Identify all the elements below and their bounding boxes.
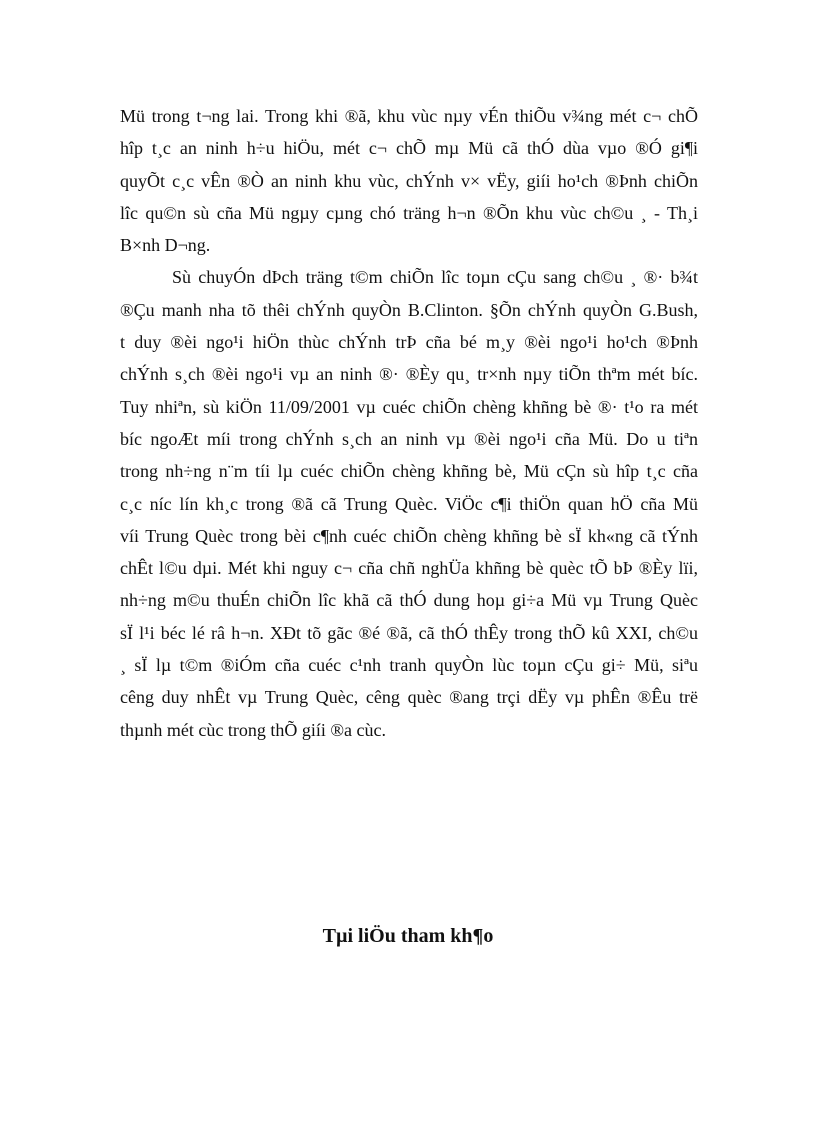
text-line: lîc qu©n sù cña Mü ngµy cµng chó träng h¬n ®Õn khu vùc ch©u ¸ - Th¸i bbox=[120, 202, 698, 223]
text-line: Sù chuyÓn dÞch träng t©m chiÕn lîc toµn cÇu sang ch©u ¸ ®· b¾t bbox=[172, 267, 698, 288]
text-line: quyÕt c¸c vÊn ®Ò an ninh khu vùc, chÝnh v× vËy, giíi ho¹ch ®Þnh chiÕn bbox=[120, 170, 698, 191]
text-line: B×nh D¬ng. bbox=[120, 235, 211, 256]
text-line: Tuy nhiªn, sù kiÖn 11/09/2001 vµ cuéc chiÕn chèng khñng bè ®· t¹o ra mét bbox=[120, 396, 698, 417]
text-line: cêng duy nhÊt vµ Trung Quèc, cêng quèc ®ang trçi dËy vµ phÊn ®Êu trë bbox=[120, 687, 698, 708]
text-line: t duy ®èi ngo¹i hiÖn thùc chÝnh trÞ cña bé m¸y ®èi ngo¹i ho¹ch ®Þnh bbox=[120, 332, 698, 353]
paragraph-2 bbox=[120, 261, 698, 745]
text-line: trong nh÷ng n¨m tíi lµ cuéc chiÕn chèng khñng bè, Mü cÇn sù hîp t¸c cña bbox=[120, 461, 698, 482]
text-line: c¸c níc lín kh¸c trong ®ã cã Trung Quèc. ViÖc c¶i thiÖn quan hÖ cña Mü bbox=[120, 493, 698, 514]
text-line: ¸ sÏ lµ t©m ®iÓm cña cuéc c¹nh tranh quyÒn lùc toµn cÇu gi÷ Mü, siªu bbox=[120, 655, 698, 676]
text-line: nh÷ng m©u thuÉn chiÕn lîc khã cã thÓ dung hoµ gi÷a Mü vµ Trung Quèc bbox=[120, 590, 698, 611]
text-line: Mü trong t¬ng lai. Trong khi ®ã, khu vùc nµy vÉn thiÕu v¾ng mét c¬ chÕ bbox=[120, 106, 698, 126]
body-text bbox=[120, 100, 698, 746]
paragraph-1 bbox=[120, 100, 698, 261]
text-line: sÏ l¹i béc lé râ h¬n. XÐt tõ gãc ®é ®ã, cã thÓ thÊy trong thÕ kû XXI, ch©u bbox=[120, 622, 698, 643]
text-line: ®Çu manh nha tõ thêi chÝnh quyÒn B.Clinton. §Õn chÝnh quyÒn G.Bush, bbox=[120, 299, 698, 320]
text-line: hîp t¸c an ninh h÷u hiÖu, mét c¬ chÕ mµ Mü cã thÓ dùa vµo ®Ó gi¶i bbox=[120, 138, 698, 159]
text-line: chÊt l©u dµi. Mét khi nguy c¬ cña chñ nghÜa khñng bè quèc tÕ bÞ ®Èy lïi, bbox=[120, 558, 698, 579]
text-line: thµnh mét cùc trong thÕ giíi ®a cùc. bbox=[120, 719, 386, 740]
text-line: bíc ngoÆt míi trong chÝnh s¸ch an ninh vµ ®èi ngo¹i cña Mü. Do u tiªn bbox=[120, 428, 698, 449]
section-heading: Tµi liÖu tham kh¶o bbox=[322, 925, 494, 947]
text-line: víi Trung Quèc trong bèi c¶nh cuéc chiÕn chèng khñng bè sÏ kh«ng cã tÝnh bbox=[120, 525, 698, 546]
text-line: chÝnh s¸ch ®èi ngo¹i vµ an ninh ®· ®Èy qu¸ tr×nh nµy tiÕn thªm mét bíc. bbox=[120, 364, 698, 385]
